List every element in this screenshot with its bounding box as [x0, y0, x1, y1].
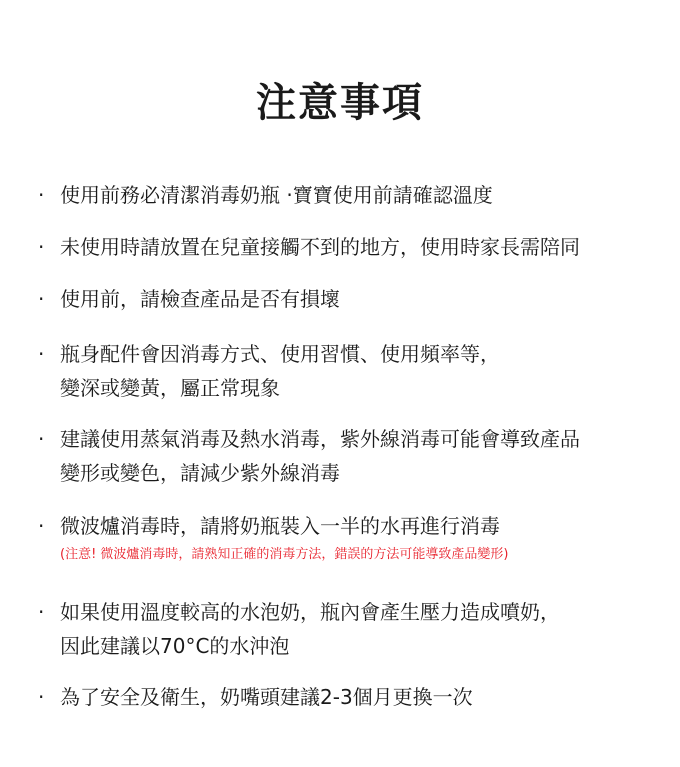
- bullet-dot-icon: ·: [38, 600, 45, 624]
- bullet-dot-icon: ·: [38, 342, 45, 366]
- item-text: 未使用時請放置在兒童接觸不到的地方，使用時家長需陪同: [60, 235, 580, 259]
- list-item: [38, 282, 668, 316]
- bullet-dot-icon: ·: [38, 287, 45, 311]
- list-item: [38, 178, 668, 212]
- item-text: 為了安全及衛生，奶嘴頭建議2-3個月更換一次: [60, 685, 473, 709]
- bullet-dot-icon: ·: [38, 427, 45, 451]
- item-text: 微波爐消毒時，請將奶瓶裝入一半的水再進行消毒: [60, 514, 500, 538]
- item-text-continued: 變深或變黃，屬正常現象: [60, 376, 280, 400]
- list-item: [38, 595, 668, 663]
- item-text: 使用前務必清潔消毒奶瓶 ·寶寶使用前請確認溫度: [60, 183, 493, 207]
- list-item: [38, 337, 668, 405]
- list-item: [38, 509, 668, 565]
- warning-note: (注意! 微波爐消毒時，請熟知正確的消毒方法，錯誤的方法可能導致產品變形): [60, 547, 509, 562]
- bullet-dot-icon: ·: [38, 235, 45, 259]
- item-text-continued: 變形或變色，請減少紫外線消毒: [60, 461, 340, 485]
- item-text: 瓶身配件會因消毒方式、使用習慣、使用頻率等，: [60, 342, 500, 366]
- item-text: 使用前，請檢查產品是否有損壞: [60, 287, 340, 311]
- list-item: [38, 230, 668, 264]
- page-title: 注意事項: [256, 80, 424, 126]
- item-text: 如果使用溫度較高的水泡奶，瓶內會產生壓力造成噴奶，: [60, 600, 560, 624]
- bullet-dot-icon: ·: [38, 183, 45, 207]
- bullet-dot-icon: ·: [38, 685, 45, 709]
- item-text-continued: 因此建議以70°C的水沖泡: [60, 634, 290, 658]
- list-item: [38, 422, 668, 490]
- bullet-dot-icon: ·: [38, 514, 45, 538]
- list-item: [38, 680, 668, 714]
- item-text: 建議使用蒸氣消毒及熱水消毒，紫外線消毒可能會導致產品: [60, 427, 580, 451]
